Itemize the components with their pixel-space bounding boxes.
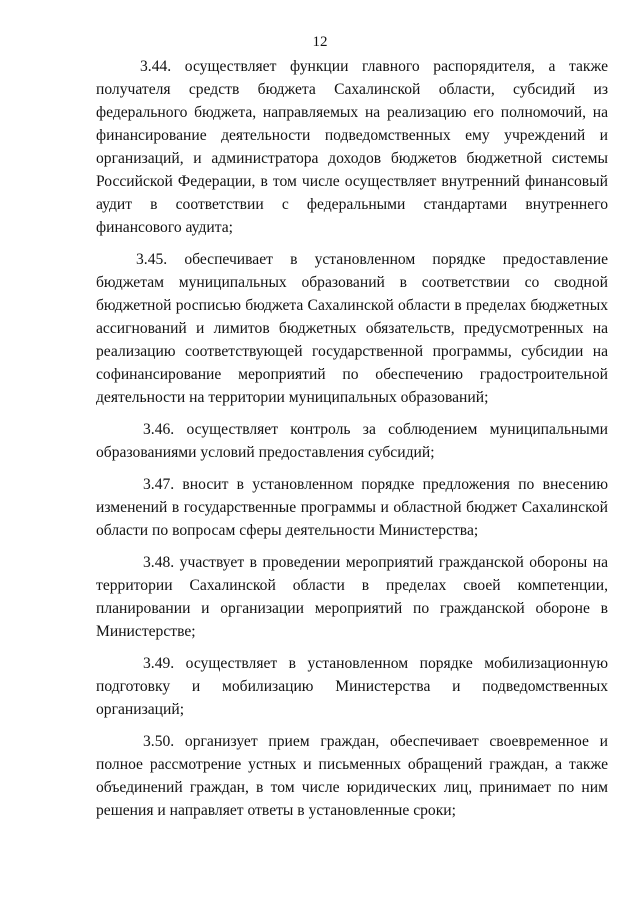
- clause-3-47: 3.47. вносит в установленном порядке предложения по внесению изменений в государственные программы и областной бюджет Сахалинской области по вопросам сферы деятельности Министерства;: [96, 476, 608, 539]
- clause-3-50: 3.50. организует прием граждан, обеспечивает своевременное и полное рассмотрение устных и письменных обращений граждан, а также объединений граждан, в том числе юридических лиц, принимает по ним решения и направляет ответы в установленные сроки;: [96, 733, 608, 819]
- clause-3-49: 3.49. осуществляет в установленном порядке мобилизационную подготовку и мобилизацию Министерства и подведомственных организаций;: [96, 655, 608, 718]
- page-number: 12: [312, 34, 328, 50]
- clause-3-44: 3.44. осуществляет функции главного распорядителя, а также получателя средств бюджета Сахалинской области, субсидий из федерального бюджета, направляемых на реализацию его полномочий, на финансирование деятельности подведомственных ему учреждений и организаций, и администратора доходов бюджетов бюджетной системы Российской Федерации, в том числе осуществляет внутренний финансовый аудит в соответствии с федеральными стандартами внутреннего финансового аудита;: [96, 58, 608, 236]
- clause-3-45: 3.45. обеспечивает в установленном порядке предоставление бюджетам муниципальных образований в соответствии со сводной бюджетной росписью бюджета Сахалинской области в пределах бюджетных ассигнований и лимитов бюджетных обязательств, предусмотренных на реализацию соответствующей государственной программы, субсидии на софинансирование мероприятий по обеспечению градостроительной деятельности на территории муниципальных образований;: [96, 251, 608, 406]
- clause-3-46: 3.46. осуществляет контроль за соблюдением муниципальными образованиями условий предоставления субсидий;: [96, 421, 608, 461]
- document-body: [96, 55, 608, 831]
- clause-3-48: 3.48. участвует в проведении мероприятий гражданской обороны на территории Сахалинской области в пределах своей компетенции, планировании и организации мероприятий по гражданской обороне в Министерстве;: [96, 554, 608, 640]
